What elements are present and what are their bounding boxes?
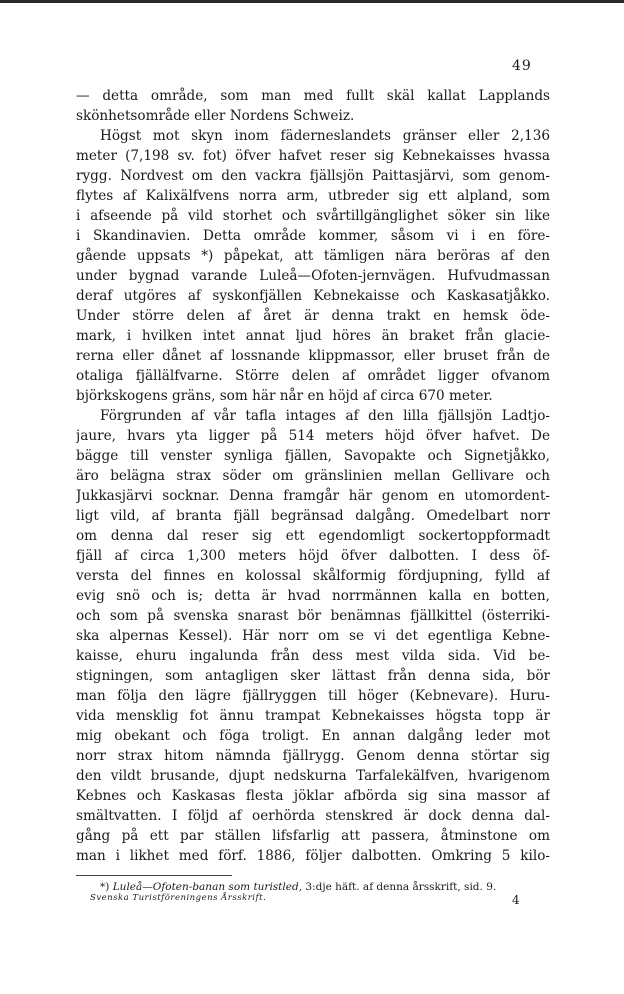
text-line: om denna dal reser sig ett egendomligt sockertoppformadt <box>76 528 550 544</box>
text-line: gång på ett par ställen lifsfarlig att passera, åtminstone om <box>76 828 550 844</box>
text-line: under bygnad varande Luleå—Ofoten-jernvägen. Hufvudmassan <box>76 268 550 284</box>
text-line: man följa den lägre fjällryggen till höger (Kebnevare). Huru- <box>76 688 550 704</box>
text-line: Jukkasjärvi socknar. Denna framgår här genom en utomordent- <box>76 488 550 504</box>
text-line: bägge till venster synliga fjällen, Savopakte och Signetjåkko, <box>76 448 550 464</box>
text-line: ska alpernas Kessel). Här norr om se vi det egentliga Kebne- <box>76 628 550 644</box>
footnote-reference: 3:dje häft. af denna årsskrift, sid. 9. <box>302 881 497 893</box>
page-top-rule <box>0 0 624 3</box>
text-line: mig obekant och föga troligt. En annan dalgång leder mot <box>76 728 550 744</box>
footnote-title: Luleå—Ofoten-banan som turistled, <box>112 881 303 893</box>
text-line: stigningen, som antagligen sker lättast från denna sida, bör <box>76 668 550 684</box>
text-line: och som på svenska snarast bör benämnas fjällkittel (österriki- <box>76 608 550 624</box>
text-line: rerna eller dånet af lossnande klippmassor, eller bruset från de <box>76 348 550 364</box>
footnote-divider <box>76 875 232 876</box>
text-line: ligt vild, af branta fjäll begränsad dalgång. Omedelbart norr <box>76 508 550 524</box>
text-line: Kebnes och Kaskasas flesta jöklar afbörda sig sina massor af <box>76 788 550 804</box>
text-line: björkskogens gräns, som här når en höjd af circa 670 meter. <box>76 388 493 404</box>
text-line: versta del finnes en kolossal skålformig fördjupning, fylld af <box>76 568 550 584</box>
text-line: evig snö och is; detta är hvad norrmännen kalla en botten, <box>76 588 550 604</box>
text-line: mark, i hvilken intet annat ljud höres än braket från glacie- <box>76 328 550 344</box>
page-number: 49 <box>512 58 532 74</box>
text-line: flytes af Kalixälfvens norra arm, utbreder sig ett alpland, som <box>76 188 550 204</box>
text-line: i afseende på vild storhet och svårtillgänglighet söker sin like <box>76 208 550 224</box>
footnote-marker: *) <box>100 881 110 893</box>
text-line: otaliga fjällälfvarne. Större delen af området ligger ofvanom <box>76 368 550 384</box>
text-line: kaisse, ehuru ingalunda från dess mest vilda sida. Vid be- <box>76 648 550 664</box>
text-line: rygg. Nordvest om den vackra fjällsjön Paittasjärvi, som genom- <box>76 168 550 184</box>
text-line: Förgrunden af vår tafla intages af den lilla fjällsjön Ladtjo- <box>100 408 550 424</box>
text-line: vida mensklig fot ännu trampat Kebnekaisses högsta topp är <box>76 708 550 724</box>
text-line: fjäll af circa 1,300 meters höjd öfver dalbotten. I dess öf- <box>76 548 550 564</box>
text-line: Under större delen af året är denna trakt en hemsk öde- <box>76 308 550 324</box>
text-line: den vildt brusande, djupt nedskurna Tarfalekälfven, hvarigenom <box>76 768 550 784</box>
text-line: norr strax hitom nämnda fjällrygg. Genom denna störtar sig <box>76 748 550 764</box>
text-line: i Skandinavien. Detta område kommer, såsom vi i en före- <box>76 228 550 244</box>
text-line: gående uppsats *) påpekat, att tämligen nära beröras af den <box>76 248 550 264</box>
text-line: smältvatten. I följd af oerhörda stenskred är dock denna dal- <box>76 808 550 824</box>
body-text <box>76 86 550 866</box>
text-line: meter (7,198 sv. fot) öfver hafvet reser sig Kebnekaisses hvassa <box>76 148 550 164</box>
text-line: skönhetsområde eller Nordens Schweiz. <box>76 108 355 124</box>
text-line: äro belägna strax söder om gränslinien mellan Gellivare och <box>76 468 550 484</box>
text-line: man i likhet med förf. 1886, följer dalbotten. Omkring 5 kilo- <box>76 848 550 864</box>
text-line: Högst mot skyn inom fäderneslandets gränser eller 2,136 <box>100 128 550 144</box>
text-line: — detta område, som man med fullt skäl kallat Lapplands <box>76 88 550 104</box>
text-line: deraf utgöres af syskonfjällen Kebnekaisse och Kaskasatjåkko. <box>76 288 550 304</box>
signature-mark: 4 <box>512 893 520 907</box>
journal-footer: Svenska Turistföreningens Årsskrift. <box>90 893 267 903</box>
text-line: jaure, hvars yta ligger på 514 meters höjd öfver hafvet. De <box>76 428 550 444</box>
